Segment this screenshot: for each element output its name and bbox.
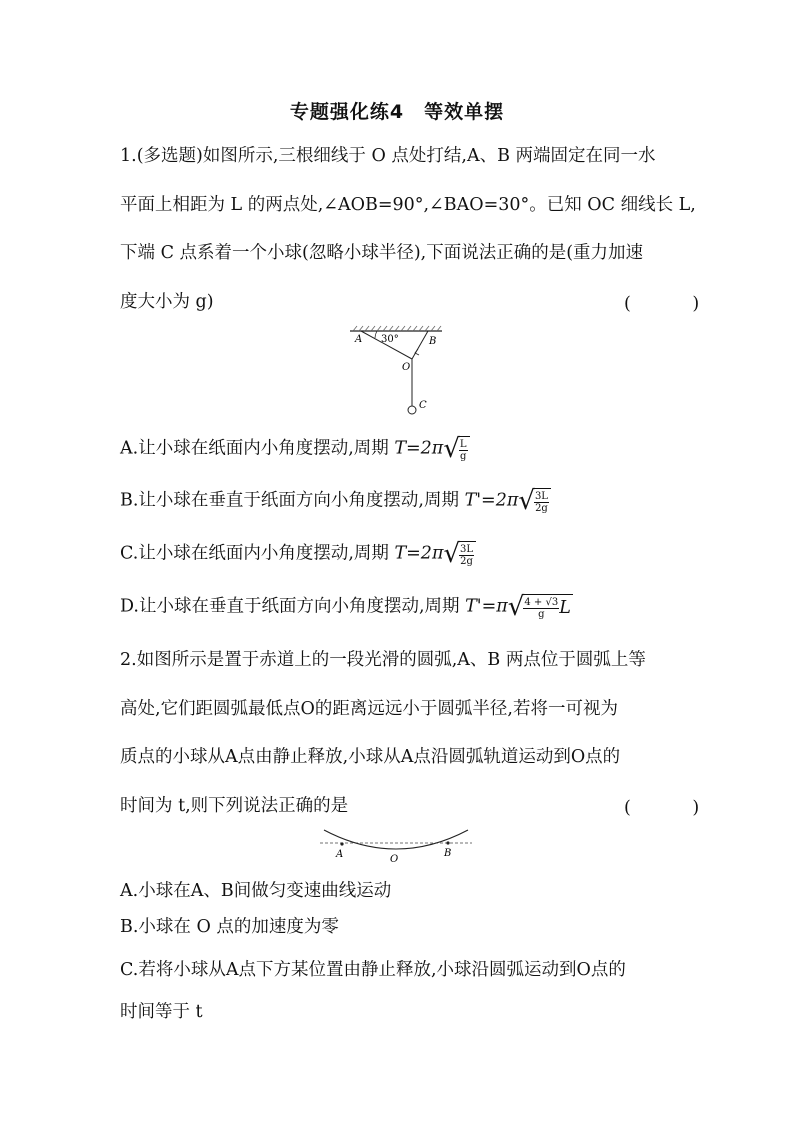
q2-fig-label-o: O: [390, 854, 399, 865]
q2-line-2: 高处,它们距圆弧最低点O的距离远远小于圆弧半径,若将一可视为: [120, 699, 618, 719]
q1-fig-angle-label: 30°: [381, 334, 399, 345]
q2-option-c-cont: 时间等于 t: [120, 1002, 203, 1022]
q1-line-1: 1.(多选题)如图所示,三根细线于 O 点处打结,A、B 两端固定在同一水: [120, 146, 656, 166]
q2-line-4: 时间为 t,则下列说法正确的是: [120, 796, 349, 816]
q2-answer-bracket: ( ): [624, 798, 722, 818]
q1-option-c[interactable]: C.让小球在纸面内小角度摆动,周期 T=2π√ $\frac{3L}{2g}$: [120, 541, 476, 567]
sqrt-icon: √: [443, 539, 461, 569]
q2-arc-figure: [316, 826, 476, 866]
q2-option-a[interactable]: A.小球在A、B间做匀变速曲线运动: [120, 881, 392, 901]
q1-answer-bracket: ( ): [624, 294, 722, 314]
q2-option-b[interactable]: B.小球在 O 点的加速度为零: [120, 917, 339, 937]
q2-fig-label-b: B: [444, 848, 452, 859]
q1-option-a[interactable]: A.让小球在纸面内小角度摆动,周期 T=2π√ $\frac{L}{g}$: [120, 436, 470, 462]
q1-fig-label-a: A: [355, 334, 363, 345]
sqrt-icon: √: [518, 486, 535, 516]
q1-fig-label-c: C: [419, 400, 427, 411]
q1-option-b[interactable]: B.让小球在垂直于纸面方向小角度摆动,周期 T'=2π√ $\frac{3L}{2g}$: [120, 488, 551, 514]
q2-option-c[interactable]: C.若将小球从A点下方某位置由静止释放,小球沿圆弧运动到O点的: [120, 960, 626, 980]
sqrt-icon: √: [507, 592, 525, 622]
q1-option-d[interactable]: D.让小球在垂直于纸面方向小角度摆动,周期 T'=π√ $\frac{4 + √3}{g}$ L: [120, 592, 571, 622]
q2-fig-label-a: A: [336, 849, 344, 860]
page-title: 专题强化练4 等效单摆: [289, 101, 505, 123]
q1-fig-label-b: B: [429, 336, 437, 347]
sqrt-icon: √: [443, 434, 460, 464]
q1-line-3: 下端 C 点系着一个小球(忽略小球半径),下面说法正确的是(重力加速: [120, 243, 644, 263]
q1-pendulum-figure: [345, 322, 455, 422]
q2-line-3: 质点的小球从A点由静止释放,小球从A点沿圆弧轨道运动到O点的: [120, 747, 621, 767]
q1-line-2: 平面上相距为 L 的两点处,∠AOB=90°,∠BAO=30°。已知 OC 细线长 L,: [120, 195, 696, 215]
q2-line-1: 2.如图所示是置于赤道上的一段光滑的圆弧,A、B 两点位于圆弧上等: [120, 650, 646, 670]
q1-line-4: 度大小为 g): [120, 292, 214, 312]
q1-fig-label-o: O: [402, 362, 411, 373]
